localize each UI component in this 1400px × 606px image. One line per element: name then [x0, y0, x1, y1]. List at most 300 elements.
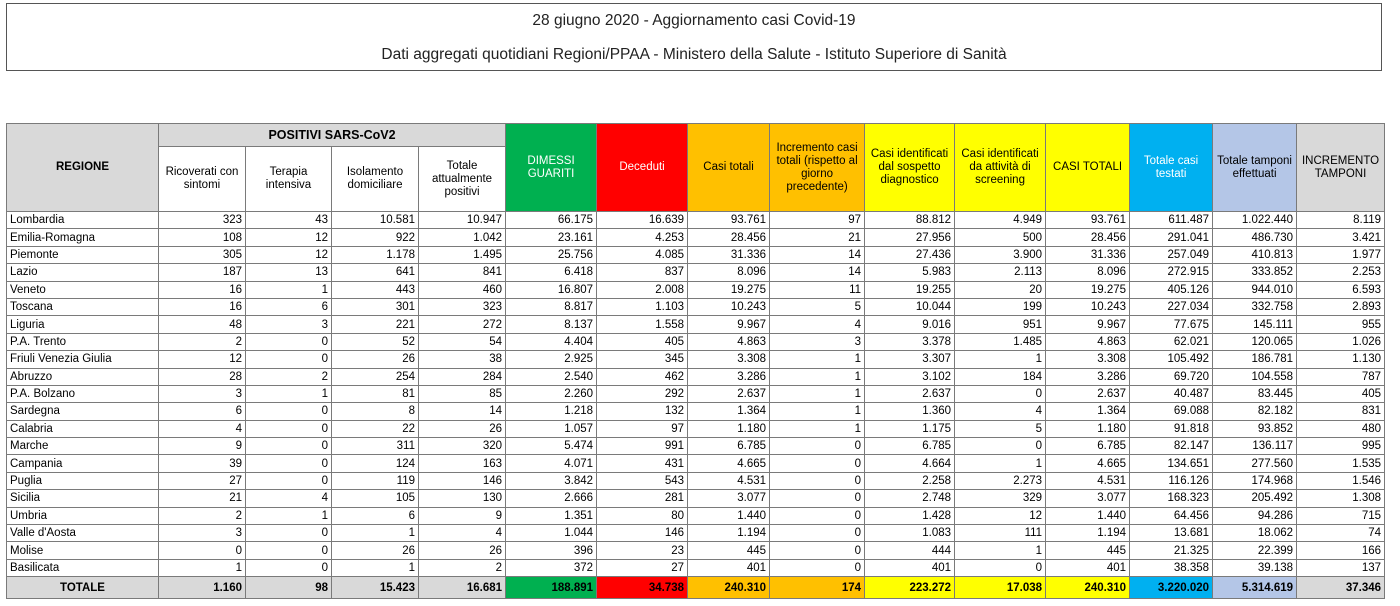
data-cell: 2.253: [1297, 264, 1385, 281]
data-cell: 272.915: [1130, 264, 1213, 281]
data-cell: 26: [332, 351, 419, 368]
data-cell: 611.487: [1130, 212, 1213, 229]
data-cell: 26: [332, 542, 419, 559]
data-cell: 291.041: [1130, 229, 1213, 246]
region-name-cell: Piemonte: [7, 246, 159, 263]
data-cell: 0: [770, 472, 865, 489]
data-cell: 136.117: [1213, 438, 1297, 455]
data-cell: 97: [597, 420, 688, 437]
data-cell: 19.275: [1046, 281, 1130, 298]
data-cell: 0: [246, 559, 332, 576]
region-name-cell: Lombardia: [7, 212, 159, 229]
data-cell: 2.258: [865, 472, 955, 489]
data-cell: 257.049: [1130, 246, 1213, 263]
data-cell: 3.378: [865, 333, 955, 350]
table-row: [7, 438, 1385, 455]
data-cell: 3: [246, 316, 332, 333]
data-cell: 12: [246, 246, 332, 263]
data-cell: 4: [419, 525, 506, 542]
data-cell: 372: [506, 559, 597, 576]
data-cell: 1.175: [865, 420, 955, 437]
data-cell: 401: [865, 559, 955, 576]
data-cell: 4: [159, 420, 246, 437]
data-cell: 83.445: [1213, 385, 1297, 402]
data-cell: 951: [955, 316, 1046, 333]
data-cell: 9.016: [865, 316, 955, 333]
data-cell: 1.180: [1046, 420, 1130, 437]
sospetto-header: Casi identificati dal sospetto diagnostico: [865, 124, 955, 212]
data-cell: 108: [159, 229, 246, 246]
data-cell: 9.967: [688, 316, 770, 333]
data-cell: 5.474: [506, 438, 597, 455]
data-cell: 13.681: [1130, 525, 1213, 542]
data-cell: 97: [770, 212, 865, 229]
data-cell: 1: [770, 351, 865, 368]
data-cell: 486.730: [1213, 229, 1297, 246]
data-cell: 38: [419, 351, 506, 368]
data-cell: 4.253: [597, 229, 688, 246]
data-cell: 10.243: [1046, 298, 1130, 315]
data-cell: 3.307: [865, 351, 955, 368]
data-cell: 1: [770, 420, 865, 437]
data-cell: 38.358: [1130, 559, 1213, 576]
region-name-cell: P.A. Bolzano: [7, 385, 159, 402]
data-cell: 28: [159, 368, 246, 385]
data-cell: 14: [770, 246, 865, 263]
total-cell: 174: [770, 577, 865, 599]
total-cell: 5.314.619: [1213, 577, 1297, 599]
data-cell: 1: [770, 385, 865, 402]
covid-regional-table: [6, 123, 1385, 599]
data-cell: 12: [159, 351, 246, 368]
data-cell: 1.485: [955, 333, 1046, 350]
screening-header: Casi identificati da attività di screening: [955, 124, 1046, 212]
data-cell: 166: [1297, 542, 1385, 559]
table-body: [7, 212, 1385, 577]
data-cell: 0: [246, 351, 332, 368]
data-cell: 841: [419, 264, 506, 281]
region-name-cell: Veneto: [7, 281, 159, 298]
data-cell: 0: [246, 333, 332, 350]
data-cell: 187: [159, 264, 246, 281]
data-cell: 85: [419, 385, 506, 402]
data-cell: 3.077: [1046, 490, 1130, 507]
data-cell: 0: [770, 455, 865, 472]
total-cell: 16.681: [419, 577, 506, 599]
data-cell: 1: [770, 368, 865, 385]
data-cell: 301: [332, 298, 419, 315]
data-cell: 1.194: [688, 525, 770, 542]
data-cell: 31.336: [688, 246, 770, 263]
tamponi-header: Totale tamponi effettuati: [1213, 124, 1297, 212]
data-cell: 1: [246, 385, 332, 402]
data-cell: 8.096: [1046, 264, 1130, 281]
data-cell: 6.785: [688, 438, 770, 455]
table-row: [7, 298, 1385, 315]
data-cell: 305: [159, 246, 246, 263]
data-cell: 6.785: [1046, 438, 1130, 455]
data-cell: 130: [419, 490, 506, 507]
data-cell: 500: [955, 229, 1046, 246]
data-cell: 5: [955, 420, 1046, 437]
data-cell: 1: [770, 403, 865, 420]
data-cell: 2.260: [506, 385, 597, 402]
region-name-cell: Abruzzo: [7, 368, 159, 385]
data-cell: 54: [419, 333, 506, 350]
table-row: [7, 351, 1385, 368]
data-cell: 410.813: [1213, 246, 1297, 263]
data-cell: 1.428: [865, 507, 955, 524]
ricoverati-header: Ricoverati con sintomi: [159, 147, 246, 212]
data-cell: 10.243: [688, 298, 770, 315]
data-cell: 1: [332, 559, 419, 576]
data-cell: 1.218: [506, 403, 597, 420]
testati-header: Totale casi testati: [1130, 124, 1213, 212]
data-cell: 16.807: [506, 281, 597, 298]
data-cell: 6.593: [1297, 281, 1385, 298]
data-cell: 3.308: [688, 351, 770, 368]
data-cell: 401: [1046, 559, 1130, 576]
data-cell: 1: [955, 351, 1046, 368]
data-cell: 8.817: [506, 298, 597, 315]
data-cell: 4.949: [955, 212, 1046, 229]
data-cell: 26: [419, 420, 506, 437]
data-cell: 333.852: [1213, 264, 1297, 281]
data-cell: 93.852: [1213, 420, 1297, 437]
region-header: REGIONE: [7, 124, 159, 212]
data-cell: 27: [159, 472, 246, 489]
data-cell: 19.255: [865, 281, 955, 298]
data-cell: 31.336: [1046, 246, 1130, 263]
data-cell: 221: [332, 316, 419, 333]
data-cell: 4.071: [506, 455, 597, 472]
total-cell: 223.272: [865, 577, 955, 599]
data-cell: 431: [597, 455, 688, 472]
data-cell: 82.147: [1130, 438, 1213, 455]
data-cell: 480: [1297, 420, 1385, 437]
data-cell: 345: [597, 351, 688, 368]
data-cell: 19.275: [688, 281, 770, 298]
data-cell: 16: [159, 281, 246, 298]
data-cell: 2.925: [506, 351, 597, 368]
data-cell: 311: [332, 438, 419, 455]
region-name-cell: Emilia-Romagna: [7, 229, 159, 246]
data-cell: 27.956: [865, 229, 955, 246]
data-cell: 1.364: [688, 403, 770, 420]
data-cell: 0: [159, 542, 246, 559]
data-cell: 1.495: [419, 246, 506, 263]
data-cell: 1.440: [1046, 507, 1130, 524]
data-cell: 1.026: [1297, 333, 1385, 350]
data-cell: 12: [246, 229, 332, 246]
data-cell: 1: [955, 542, 1046, 559]
data-cell: 10.581: [332, 212, 419, 229]
data-cell: 2.637: [688, 385, 770, 402]
incremento-tamponi-header: INCREMENTO TAMPONI: [1297, 124, 1385, 212]
isolamento-header: Isolamento domiciliare: [332, 147, 419, 212]
region-name-cell: Umbria: [7, 507, 159, 524]
data-cell: 66.175: [506, 212, 597, 229]
data-cell: 329: [955, 490, 1046, 507]
total-cell: 37.346: [1297, 577, 1385, 599]
data-cell: 5: [770, 298, 865, 315]
data-cell: 8: [332, 403, 419, 420]
data-cell: 460: [419, 281, 506, 298]
data-cell: 1.103: [597, 298, 688, 315]
data-cell: 281: [597, 490, 688, 507]
data-cell: 9: [419, 507, 506, 524]
data-cell: 6: [332, 507, 419, 524]
data-cell: 0: [246, 455, 332, 472]
data-cell: 320: [419, 438, 506, 455]
data-cell: 2: [159, 333, 246, 350]
data-cell: 2: [419, 559, 506, 576]
region-name-cell: P.A. Trento: [7, 333, 159, 350]
region-name-cell: Sicilia: [7, 490, 159, 507]
data-cell: 28.456: [1046, 229, 1130, 246]
data-cell: 0: [770, 490, 865, 507]
data-cell: 4.404: [506, 333, 597, 350]
data-cell: 69.720: [1130, 368, 1213, 385]
data-cell: 323: [419, 298, 506, 315]
data-cell: 186.781: [1213, 351, 1297, 368]
total-cell: 98: [246, 577, 332, 599]
data-cell: 91.818: [1130, 420, 1213, 437]
data-cell: 4: [770, 316, 865, 333]
data-cell: 52: [332, 333, 419, 350]
table-row: [7, 281, 1385, 298]
data-cell: 0: [246, 525, 332, 542]
data-cell: 6: [246, 298, 332, 315]
data-cell: 3: [159, 525, 246, 542]
data-cell: 1: [159, 559, 246, 576]
data-cell: 991: [597, 438, 688, 455]
data-cell: 116.126: [1130, 472, 1213, 489]
data-cell: 1.308: [1297, 490, 1385, 507]
region-name-cell: Puglia: [7, 472, 159, 489]
data-cell: 16.639: [597, 212, 688, 229]
table-row: [7, 472, 1385, 489]
table-row: [7, 559, 1385, 576]
data-cell: 4.863: [688, 333, 770, 350]
data-cell: 401: [688, 559, 770, 576]
data-cell: 94.286: [1213, 507, 1297, 524]
data-cell: 10.044: [865, 298, 955, 315]
data-cell: 831: [1297, 403, 1385, 420]
data-cell: 21: [159, 490, 246, 507]
data-cell: 132: [597, 403, 688, 420]
data-cell: 2.893: [1297, 298, 1385, 315]
data-cell: 715: [1297, 507, 1385, 524]
terapia-header: Terapia intensiva: [246, 147, 332, 212]
region-name-cell: Valle d'Aosta: [7, 525, 159, 542]
data-cell: 22.399: [1213, 542, 1297, 559]
data-cell: 25.756: [506, 246, 597, 263]
data-cell: 405: [1297, 385, 1385, 402]
casi-totali-header: Casi totali: [688, 124, 770, 212]
data-cell: 199: [955, 298, 1046, 315]
data-cell: 1.546: [1297, 472, 1385, 489]
data-cell: 405.126: [1130, 281, 1213, 298]
data-cell: 69.088: [1130, 403, 1213, 420]
data-cell: 543: [597, 472, 688, 489]
data-cell: 205.492: [1213, 490, 1297, 507]
data-cell: 837: [597, 264, 688, 281]
data-cell: 396: [506, 542, 597, 559]
data-cell: 18.062: [1213, 525, 1297, 542]
report-subtitle: Dati aggregati quotidiani Regioni/PPAA - Ministero della Salute - Istituto Superiore di Sanità: [381, 46, 1007, 63]
incremento-header: Incremento casi totali (rispetto al giorno precedente): [770, 124, 865, 212]
deceduti-header: Deceduti: [597, 124, 688, 212]
data-cell: 955: [1297, 316, 1385, 333]
data-cell: 2.666: [506, 490, 597, 507]
totals-label: TOTALE: [7, 577, 159, 599]
data-cell: 184: [955, 368, 1046, 385]
data-cell: 3.286: [688, 368, 770, 385]
data-cell: 9.967: [1046, 316, 1130, 333]
data-cell: 292: [597, 385, 688, 402]
data-cell: 146: [597, 525, 688, 542]
data-cell: 0: [955, 385, 1046, 402]
data-cell: 6.418: [506, 264, 597, 281]
table-row: [7, 368, 1385, 385]
data-cell: 0: [246, 420, 332, 437]
data-cell: 1: [955, 455, 1046, 472]
data-cell: 48: [159, 316, 246, 333]
data-cell: 445: [1046, 542, 1130, 559]
data-cell: 641: [332, 264, 419, 281]
data-cell: 3.900: [955, 246, 1046, 263]
data-cell: 13: [246, 264, 332, 281]
data-cell: 4.531: [1046, 472, 1130, 489]
data-cell: 2.637: [1046, 385, 1130, 402]
report-title: 28 giugno 2020 - Aggiornamento casi Covid-19: [532, 12, 856, 29]
data-cell: 1: [246, 507, 332, 524]
data-cell: 0: [246, 403, 332, 420]
total-cell: 15.423: [332, 577, 419, 599]
data-cell: 944.010: [1213, 281, 1297, 298]
data-cell: 3.102: [865, 368, 955, 385]
data-cell: 134.651: [1130, 455, 1213, 472]
data-cell: 28.456: [688, 229, 770, 246]
data-cell: 272: [419, 316, 506, 333]
data-cell: 9: [159, 438, 246, 455]
data-cell: 443: [332, 281, 419, 298]
data-cell: 93.761: [688, 212, 770, 229]
data-cell: 104.558: [1213, 368, 1297, 385]
table-row: [7, 385, 1385, 402]
table-row: [7, 333, 1385, 350]
data-cell: 12: [955, 507, 1046, 524]
data-cell: 2.748: [865, 490, 955, 507]
data-cell: 8.119: [1297, 212, 1385, 229]
data-cell: 27: [597, 559, 688, 576]
total-cell: 240.310: [1046, 577, 1130, 599]
data-cell: 0: [955, 438, 1046, 455]
data-cell: 332.758: [1213, 298, 1297, 315]
data-cell: 2.273: [955, 472, 1046, 489]
data-cell: 1.535: [1297, 455, 1385, 472]
data-cell: 26: [419, 542, 506, 559]
region-name-cell: Marche: [7, 438, 159, 455]
data-cell: 1.057: [506, 420, 597, 437]
data-cell: 14: [770, 264, 865, 281]
data-cell: 22: [332, 420, 419, 437]
data-cell: 1.130: [1297, 351, 1385, 368]
data-cell: 323: [159, 212, 246, 229]
data-cell: 922: [332, 229, 419, 246]
data-cell: 8.137: [506, 316, 597, 333]
region-name-cell: Friuli Venezia Giulia: [7, 351, 159, 368]
data-cell: 1: [332, 525, 419, 542]
data-cell: 277.560: [1213, 455, 1297, 472]
data-cell: 1.044: [506, 525, 597, 542]
data-cell: 93.761: [1046, 212, 1130, 229]
data-cell: 111: [955, 525, 1046, 542]
data-cell: 4.665: [1046, 455, 1130, 472]
data-cell: 4: [955, 403, 1046, 420]
data-cell: 3.421: [1297, 229, 1385, 246]
data-cell: 20: [955, 281, 1046, 298]
data-cell: 64.456: [1130, 507, 1213, 524]
data-cell: 74: [1297, 525, 1385, 542]
data-cell: 23: [597, 542, 688, 559]
data-cell: 82.182: [1213, 403, 1297, 420]
data-cell: 3.286: [1046, 368, 1130, 385]
data-cell: 2.008: [597, 281, 688, 298]
casi-totali-caps-header: CASI TOTALI: [1046, 124, 1130, 212]
data-cell: 168.323: [1130, 490, 1213, 507]
data-cell: 120.065: [1213, 333, 1297, 350]
table-row: [7, 212, 1385, 229]
region-name-cell: Campania: [7, 455, 159, 472]
data-cell: 1.194: [1046, 525, 1130, 542]
data-cell: 445: [688, 542, 770, 559]
table-row: [7, 455, 1385, 472]
data-cell: 0: [770, 542, 865, 559]
data-cell: 1.022.440: [1213, 212, 1297, 229]
region-name-cell: Liguria: [7, 316, 159, 333]
data-cell: 2: [159, 507, 246, 524]
region-name-cell: Molise: [7, 542, 159, 559]
data-cell: 1.351: [506, 507, 597, 524]
data-cell: 995: [1297, 438, 1385, 455]
data-cell: 21.325: [1130, 542, 1213, 559]
data-cell: 8.096: [688, 264, 770, 281]
total-cell: 188.891: [506, 577, 597, 599]
total-cell: 3.220.020: [1130, 577, 1213, 599]
data-cell: 1: [246, 281, 332, 298]
data-cell: 3.077: [688, 490, 770, 507]
data-cell: 1.042: [419, 229, 506, 246]
data-cell: 787: [1297, 368, 1385, 385]
data-cell: 1.558: [597, 316, 688, 333]
data-cell: 462: [597, 368, 688, 385]
data-cell: 1.977: [1297, 246, 1385, 263]
data-cell: 105.492: [1130, 351, 1213, 368]
data-cell: 77.675: [1130, 316, 1213, 333]
data-cell: 1.180: [688, 420, 770, 437]
data-cell: 1.440: [688, 507, 770, 524]
data-cell: 4.863: [1046, 333, 1130, 350]
data-cell: 105: [332, 490, 419, 507]
data-cell: 2.540: [506, 368, 597, 385]
data-cell: 3.308: [1046, 351, 1130, 368]
data-cell: 2: [246, 368, 332, 385]
totals-row: [7, 577, 1385, 599]
data-cell: 39: [159, 455, 246, 472]
data-cell: 0: [955, 559, 1046, 576]
